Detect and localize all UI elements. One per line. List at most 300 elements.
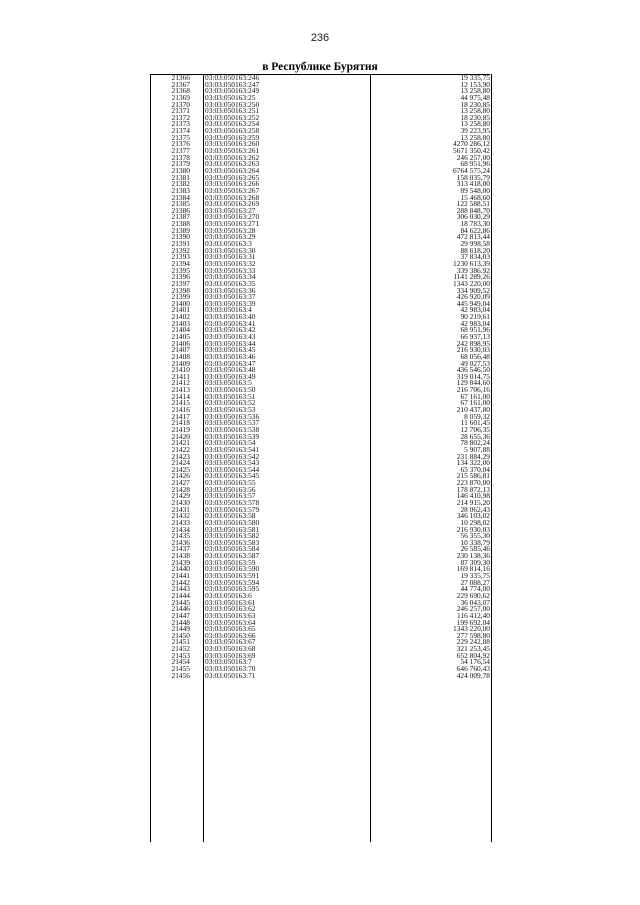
row-number: 21386 [171,205,190,215]
cadastral-number: 03:03:050163:584 [205,544,260,554]
row-number: 21367 [171,79,190,89]
row-number: 21401 [171,305,190,315]
cadastral-value: 223 870,00 [456,478,490,488]
table-row [150,225,491,235]
cadastral-value: 652 804,92 [456,650,490,660]
cadastral-number: 03:03:050163:30 [205,245,256,255]
cadastral-value: 146 410,98 [456,491,490,501]
cadastral-value: 18 230,85 [460,112,490,122]
table-row [150,314,491,321]
cadastral-value: 84 622,86 [460,225,490,235]
row-number: 21423 [171,451,190,461]
row-number: 21444 [171,590,190,600]
table-row [150,185,491,195]
cadastral-number: 03:03:050163:542 [205,451,260,461]
cadastral-number: 03:03:050163:582 [205,531,260,541]
cadastral-number: 03:03:050163:6 [205,590,252,600]
table-row [150,351,491,361]
table-row [150,420,491,427]
cadastral-value: 246 257,00 [456,152,490,162]
cadastral-number: 03:03:050163:68 [205,644,256,654]
table-row [150,318,491,328]
cadastral-value: 44 774,00 [460,584,490,594]
row-number: 21422 [171,444,190,454]
table-row [150,451,491,461]
cadastral-value: 54 176,54 [460,657,490,667]
row-number: 21397 [171,278,190,288]
row-number: 21377 [171,146,190,156]
row-number: 21453 [171,650,190,660]
region-title: в Республике Бурятия [262,61,378,73]
cadastral-number: 03:03:050163:65 [205,624,256,634]
cadastral-number: 03:03:050163:539 [205,431,260,441]
cadastral-value: 90 219,61 [460,312,490,322]
row-number: 21449 [171,624,190,634]
cadastral-number: 03:03:050163:266 [205,179,260,189]
cadastral-value: 29 998,58 [460,239,490,249]
cadastral-number: 03:03:050163:63 [205,610,256,620]
row-number: 21426 [171,471,190,481]
row-number: 21375 [171,132,190,142]
table-row [150,192,491,202]
table-row [150,274,491,281]
cadastral-number: 03:03:050163:583 [205,537,260,547]
cadastral-value: 346 103,02 [456,511,490,521]
table-row [150,132,491,142]
row-number: 21395 [171,265,190,275]
table-row [150,201,491,208]
table-row [150,234,491,241]
cadastral-number: 03:03:050163:263 [205,159,260,169]
cadastral-number: 03:03:050163:25 [205,92,256,102]
cadastral-value: 44 975,48 [460,92,490,102]
table-row [150,327,491,334]
cadastral-value: 1141 289,26 [453,272,490,282]
cadastral-number: 03:03:050163:50 [205,385,256,395]
row-number: 21436 [171,537,190,547]
table-row [150,338,491,348]
table-row [150,128,491,135]
cadastral-number: 03:03:050163:37 [205,292,256,302]
cadastral-value: 229 690,62 [456,590,490,600]
cadastral-number: 03:03:050163:54 [205,438,256,448]
cadastral-value: 13 258,80 [460,86,490,96]
row-number: 21405 [171,331,190,341]
row-number: 21452 [171,644,190,654]
cadastral-number: 03:03:050163:58 [205,511,256,521]
row-number: 21450 [171,630,190,640]
table-row [150,659,491,666]
table-row [150,371,491,381]
cadastral-value: 426 920,09 [456,292,490,302]
table-row [150,241,491,248]
table-row [150,500,491,507]
cadastral-value: 36 043,07 [460,597,490,607]
table-row [150,285,491,295]
cadastral-number: 03:03:050163:49 [205,371,256,381]
row-number: 21374 [171,126,190,136]
cadastral-number: 03:03:050163:250 [205,99,260,109]
cadastral-number: 03:03:050163:247 [205,79,260,89]
cadastral-number: 03:03:050163:52 [205,398,256,408]
cadastral-value: 19 335,75 [460,73,490,82]
cadastral-value: 216 706,16 [456,385,490,395]
table-row [150,265,491,275]
cadastral-number: 03:03:050163:4 [205,305,252,315]
cadastral-number: 03:03:050163:35 [205,278,256,288]
row-number: 21382 [171,179,190,189]
row-number: 21396 [171,272,190,282]
cadastral-value: 78 802,24 [460,438,490,448]
table-row [150,254,491,261]
cadastral-value: 321 253,45 [456,644,490,654]
cadastral-number: 03:03:050163:61 [205,597,256,607]
table-row [150,484,491,494]
page-number: 236 [310,32,330,44]
cadastral-number: 03:03:050163:67 [205,637,256,647]
cadastral-number: 03:03:050163:271 [205,219,260,229]
cadastral-value: 230 138,36 [456,551,490,561]
cadastral-number: 03:03:050163:246 [205,73,260,82]
row-number: 21387 [171,212,190,222]
cadastral-value: 1343 220,00 [453,278,490,288]
cadastral-value: 66 937,13 [460,331,490,341]
table-row [150,407,491,414]
table-row [150,307,491,314]
table-row [150,298,491,308]
cadastral-value: 67 161,00 [460,391,490,401]
table-row [150,626,491,633]
table-row [150,460,491,467]
cadastral-value: 13 258,80 [460,119,490,129]
row-number: 21390 [171,232,190,242]
cadastral-number: 03:03:050163:41 [205,318,256,328]
row-number: 21385 [171,199,190,209]
row-number: 21425 [171,464,190,474]
cadastral-number: 03:03:050163:264 [205,165,260,175]
table-row [150,577,491,587]
cadastral-value: 13 258,80 [460,106,490,116]
row-number: 21378 [171,152,190,162]
table-row [150,411,491,421]
table-row [150,610,491,620]
row-number: 21372 [171,112,190,122]
cadastral-number: 03:03:050163:62 [205,604,256,614]
cadastral-value: 49 027,53 [460,358,490,368]
row-number: 21427 [171,478,190,488]
row-number: 21435 [171,531,190,541]
cadastral-value: 169 814,16 [456,564,490,574]
cadastral-value: 68 951,96 [460,159,490,169]
row-number: 21451 [171,637,190,647]
cadastral-number: 03:03:050163:249 [205,86,260,96]
table-row [150,517,491,527]
row-number: 21368 [171,86,190,96]
row-number: 21407 [171,345,190,355]
cadastral-number: 03:03:050163:42 [205,325,256,335]
table-row [150,278,491,288]
cadastral-number: 03:03:050163:543 [205,458,260,468]
row-number: 21455 [171,664,190,674]
cadastral-number: 03:03:050163:252 [205,112,260,122]
cadastral-value: 313 418,00 [456,179,490,189]
cadastral-number: 03:03:050163:580 [205,517,260,527]
cadastral-number: 03:03:050163:587 [205,551,260,561]
cadastral-number: 03:03:050163:538 [205,424,260,434]
cadastral-number: 03:03:050163:64 [205,617,256,627]
cadastral-value: 229 242,88 [456,637,490,647]
row-number: 21409 [171,358,190,368]
cadastral-value: 56 355,30 [460,531,490,541]
table-row [150,152,491,162]
cadastral-number: 03:03:050163:45 [205,345,256,355]
row-number: 21429 [171,491,190,501]
row-number: 21411 [171,371,190,381]
table-row [150,294,491,301]
cadastral-value: 424 009,78 [456,670,490,680]
table-row [150,566,491,573]
table-row [150,537,491,547]
cadastral-number: 03:03:050163:537 [205,418,260,428]
table-row [150,639,491,646]
cadastral-number: 03:03:050163:69 [205,650,256,660]
row-number: 21431 [171,504,190,514]
cadastral-value: 339 386,92 [456,265,490,275]
cadastral-number: 03:03:050163:66 [205,630,256,640]
row-number: 21398 [171,285,190,295]
table-row [150,92,491,102]
row-number: 21370 [171,99,190,109]
table-row [150,165,491,175]
cadastral-value: 178 872,13 [456,484,490,494]
cadastral-value: 65 370,04 [460,464,490,474]
table-row [150,473,491,480]
cadastral-number: 03:03:050163:53 [205,405,256,415]
row-number: 21388 [171,219,190,229]
row-number: 21412 [171,378,190,388]
row-number: 21399 [171,292,190,302]
table-row [150,88,491,95]
cadastral-number: 03:03:050163:32 [205,258,256,268]
cadastral-value: 158 035,79 [456,172,490,182]
row-number: 21434 [171,524,190,534]
cadastral-number: 03:03:050163:7 [205,657,252,667]
cadastral-number: 03:03:050163:56 [205,484,256,494]
row-number: 21418 [171,418,190,428]
table-row [150,99,491,109]
table-row [150,444,491,454]
row-number: 21404 [171,325,190,335]
cadastral-number: 03:03:050163:51 [205,391,256,401]
cadastral-value: 210 437,80 [456,405,490,415]
row-number: 21414 [171,391,190,401]
cadastral-value: 1343 220,00 [453,624,490,634]
cadastral-value: 10 338,79 [460,537,490,547]
table-row [150,480,491,487]
row-number: 21380 [171,165,190,175]
cadastral-number: 03:03:050163:47 [205,358,256,368]
row-number: 21447 [171,610,190,620]
row-number: 21417 [171,411,190,421]
table-row [150,586,491,593]
row-number: 21430 [171,498,190,507]
row-number: 21424 [171,458,190,468]
row-number: 21406 [171,338,190,348]
row-number: 21446 [171,604,190,614]
cadastral-number: 03:03:050163:48 [205,365,256,375]
cadastral-value: 472 813,44 [456,232,490,242]
row-number: 21408 [171,351,190,361]
table-row [150,400,491,407]
table-row [150,221,491,228]
row-number: 21371 [171,106,190,116]
cadastral-number: 03:03:050163:34 [205,272,256,282]
cadastral-number: 03:03:050163:33 [205,265,256,275]
cadastral-value: 5 907,88 [464,444,490,454]
table-row [150,75,491,82]
cadastral-number: 03:03:050163:71 [205,670,256,680]
cadastral-value: 215 586,81 [456,471,490,481]
cadastral-number: 03:03:050163:31 [205,252,256,262]
cadastral-value: 4270 286,12 [453,139,490,149]
cadastral-value: 15 468,60 [460,192,490,202]
row-number: 21445 [171,597,190,607]
cadastral-value: 646 760,43 [456,664,490,674]
table-row [150,172,491,182]
row-number: 21420 [171,431,190,441]
row-number: 21441 [171,571,190,581]
row-number: 21376 [171,139,190,149]
cadastral-value: 319 014,75 [456,371,490,381]
row-number: 21443 [171,584,190,594]
cadastral-number: 03:03:050163:595 [205,584,260,594]
table-row [150,214,491,221]
row-number: 21416 [171,405,190,415]
row-number: 21440 [171,564,190,574]
cadastral-value: 306 030,29 [456,212,490,222]
cadastral-value: 288 848,70 [456,205,490,215]
row-number: 21438 [171,551,190,561]
cadastral-value: 68 951,96 [460,325,490,335]
cadastral-number: 03:03:050163:44 [205,338,256,348]
cadastral-value: 68 056,48 [460,351,490,361]
cadastral-number: 03:03:050163:269 [205,199,260,209]
cadastral-value: 199 692,04 [456,617,490,627]
cadastral-value: 242 898,95 [456,338,490,348]
cadastral-number: 03:03:050163:270 [205,212,260,222]
row-number: 21413 [171,385,190,395]
row-number: 21439 [171,557,190,567]
cadastral-value: 89 548,00 [460,185,490,195]
cadastral-number: 03:03:050163:28 [205,225,256,235]
cadastral-value: 12 153,90 [460,79,490,89]
cadastral-number: 03:03:050163:590 [205,564,260,574]
cadastral-number: 03:03:050163:5 [205,378,252,388]
cadastral-value: 122 588,51 [456,199,490,209]
cadastral-number: 03:03:050163:579 [205,504,260,514]
row-number: 21391 [171,239,190,249]
cadastral-value: 88 618,20 [460,245,490,255]
cadastral-value: 39 223,95 [460,126,490,136]
table-row [150,533,491,540]
table-row [150,424,491,434]
cadastral-value: 1230 613,39 [453,258,490,268]
cadastral-value: 134 322,00 [456,458,490,468]
cadastral-number: 03:03:050163:43 [205,331,256,341]
cadastral-value: 26 585,46 [460,544,490,554]
table-row [150,161,491,168]
cadastral-value: 11 601,45 [460,418,490,428]
table-row [150,108,491,115]
cadastral-value: 216 930,03 [456,345,490,355]
cadastral-value: 277 598,80 [456,630,490,640]
row-number: 21366 [171,73,190,82]
cadastral-number: 03:03:050163:261 [205,146,260,156]
row-number: 21419 [171,424,190,434]
row-number: 21442 [171,577,190,587]
cadastral-number: 03:03:050163:578 [205,498,260,507]
cadastral-value: 246 257,00 [456,604,490,614]
table-row [150,121,491,128]
row-number: 21433 [171,517,190,527]
cadastral-value: 12 706,35 [460,424,490,434]
table-row [150,590,491,600]
cadastral-value: 18 230,85 [460,99,490,109]
cadastral-value: 116 412,40 [457,610,490,620]
row-number: 21389 [171,225,190,235]
cadastral-number: 03:03:050163:46 [205,351,256,361]
cadastral-value: 6764 575,24 [453,165,490,175]
cadastral-number: 03:03:050163:29 [205,232,256,242]
cadastral-number: 03:03:050163:268 [205,192,260,202]
cadastral-value: 436 546,50 [456,365,490,375]
row-number: 21428 [171,484,190,494]
table-row [150,112,491,122]
row-number: 21369 [171,92,190,102]
cadastral-value: 42 983,04 [460,318,490,328]
cadastral-value: 18 783,30 [460,219,490,229]
cadastral-value: 214 915,20 [456,498,490,507]
row-number: 21448 [171,617,190,627]
table-row [150,524,491,534]
cadastral-number: 03:03:050163:260 [205,139,260,149]
row-number: 21392 [171,245,190,255]
row-number: 21403 [171,318,190,328]
table-row [150,331,491,341]
cadastral-value: 27 088,27 [460,577,490,587]
row-number: 21456 [171,670,190,680]
row-number: 21432 [171,511,190,521]
table-row [150,391,491,401]
cadastral-number: 03:03:050163:27 [205,205,256,215]
cadastral-number: 03:03:050163:3 [205,239,252,249]
cadastral-value: 8 059,32 [464,411,490,421]
table-row [150,464,491,474]
table-row [150,553,491,560]
cadastral-value: 334 909,52 [456,285,490,295]
cadastral-number: 03:03:050163:544 [205,464,260,474]
cadastral-number: 03:03:050163:40 [205,312,256,322]
table-row [150,650,491,660]
cadastral-number: 03:03:050163:591 [205,571,260,581]
row-number: 21437 [171,544,190,554]
cadastral-value: 445 949,04 [456,298,490,308]
table-row [150,358,491,368]
table-row [150,380,491,387]
row-number: 21384 [171,192,190,202]
table-row [150,513,491,520]
row-number: 21373 [171,119,190,129]
